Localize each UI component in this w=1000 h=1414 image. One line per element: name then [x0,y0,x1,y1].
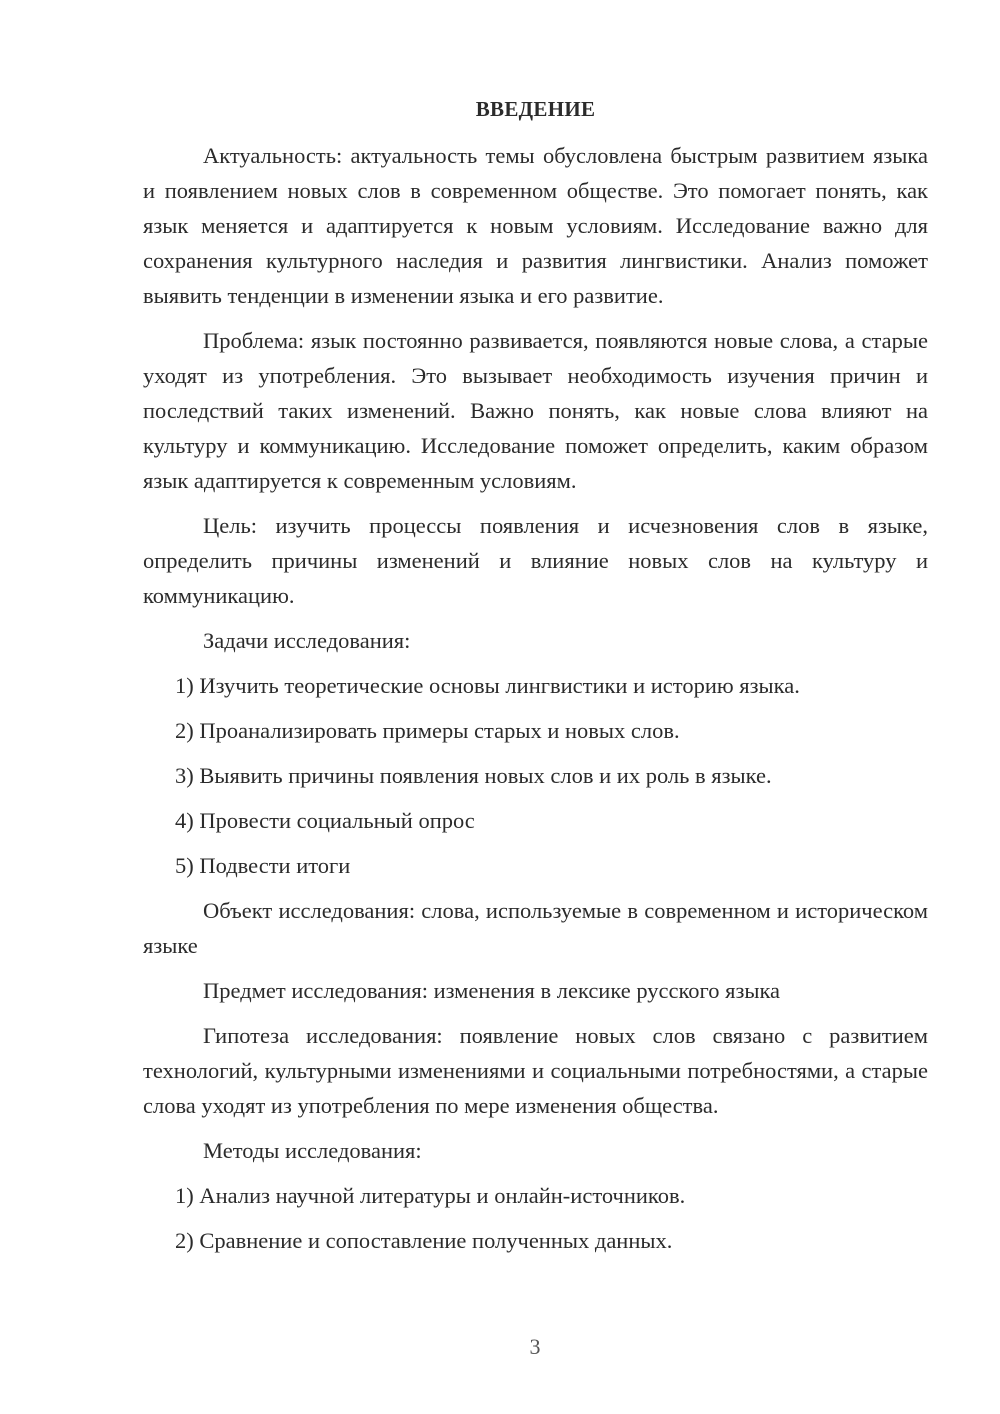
task-item: 2) Проанализировать примеры старых и новых слов. [175,718,680,743]
task-item: 3) Выявить причины появления новых слов и их роль в языке. [175,763,772,788]
object-paragraph: Объект исследования: слова, используемые в современном и историческом языке [143,898,928,958]
goal-paragraph: Цель: изучить процессы появления и исчезновения слов в языке, определить причины изменений и влияние новых слов на культуру и коммуникацию. [143,513,928,608]
subject-paragraph: Предмет исследования: изменения в лексике русского языка [203,978,781,1003]
page-number: 3 [529,1334,541,1359]
relevance-paragraph: Актуальность: актуальность темы обусловлена быстрым развитием языка и появлением новых слов в современном обществе. Это помогает понять, как язык меняется и адаптируется к новым условиям. Исследование важно для сохранения культурного наследия и развития лингвистики. Анализ поможет выявить тенденции в изменении языка и его развитие. [143,143,928,308]
problem-paragraph: Проблема: язык постоянно развивается, появляются новые слова, а старые уходят из употребления. Это вызывает необходимость изучения причин и последствий таких изменений. Важно понять, как новые слова влияют на культуру и коммуникацию. Исследование поможет определить, каким образом язык адаптируется к современным условиям. [143,328,928,493]
task-item: 5) Подвести итоги [175,853,351,878]
hypothesis-paragraph: Гипотеза исследования: появление новых слов связано с развитием технологий, культурными изменениями и социальными потребностями, а старые слова уходят из употребления по мере изменения общества. [143,1023,928,1118]
tasks-heading: Задачи исследования: [203,628,411,653]
section-title: ВВЕДЕНИЕ [475,97,596,121]
document-page [143,92,928,1268]
tasks-list [143,668,928,883]
task-item: 1) Изучить теоретические основы лингвистики и историю языка. [175,673,800,698]
methods-list [143,1178,928,1258]
method-item: 1) Анализ научной литературы и онлайн-источников. [175,1183,686,1208]
methods-heading: Методы исследования: [203,1138,422,1163]
task-item: 4) Провести социальный опрос [175,808,475,833]
method-item: 2) Сравнение и сопоставление полученных данных. [175,1228,673,1253]
